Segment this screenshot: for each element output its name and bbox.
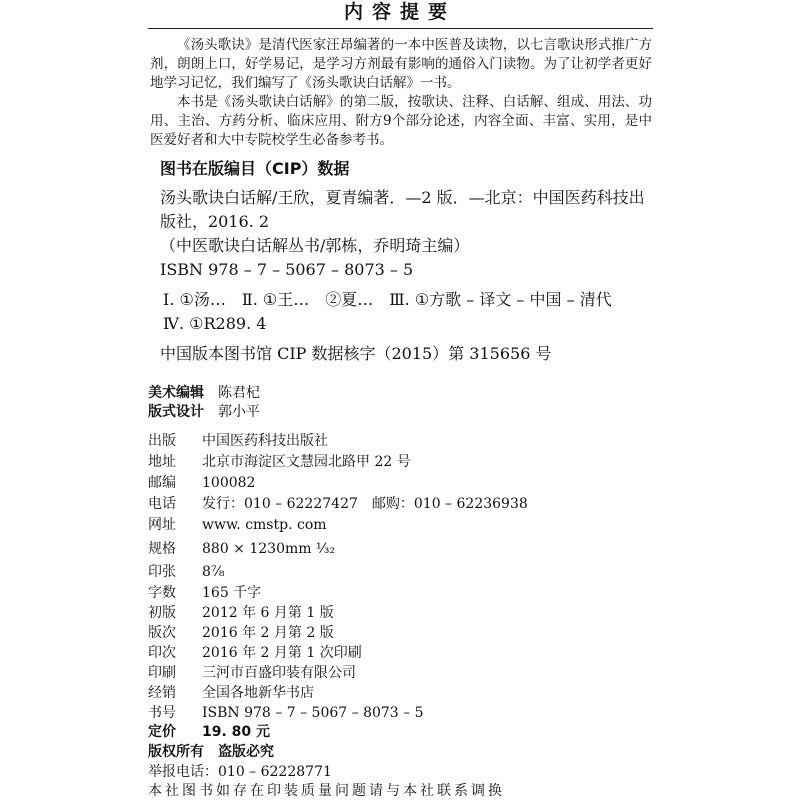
cip-bibliographic-line: 汤头歌诀白话解/王欣，夏青编著．—2 版．—北京：中国医药科技出版社，2016. 2 xyxy=(160,188,645,231)
detail-row xyxy=(148,432,328,450)
detail-value: 100082 xyxy=(202,475,256,491)
page-title: 内容提要 xyxy=(343,1,456,23)
detail-key: 网址 xyxy=(148,517,176,533)
detail-key: 印次 xyxy=(148,645,176,661)
credit-key: 版式设计 xyxy=(148,404,204,420)
detail-row xyxy=(148,624,334,642)
summary-paragraph-2: 本书是《汤头歌诀白话解》的第二版，按歌诀、注释、白话解、组成、用法、功用、主治、方药分析、临床应用、附方9个部分论述，内容全面、丰富、实用，是中医爱好者和大中专院校学生必备参考书。 xyxy=(150,94,652,148)
cip-isbn: ISBN 978 – 7 – 5067 – 8073 – 5 xyxy=(160,260,414,279)
detail-value: 8⁷⁄₈ xyxy=(202,564,225,580)
detail-value: 2016 年 2 月第 1 次印刷 xyxy=(202,645,362,661)
cip-heading: 图书在版编目（CIP）数据 xyxy=(160,159,350,178)
detail-row xyxy=(148,684,314,702)
detail-key: 印刷 xyxy=(148,665,176,681)
detail-value: 全国各地新华书店 xyxy=(202,685,314,701)
detail-value: 2016 年 2 月第 2 版 xyxy=(202,625,334,641)
detail-value: 中国医药科技出版社 xyxy=(202,433,328,449)
detail-row xyxy=(148,540,335,558)
detail-value: 三河市百盛印装有限公司 xyxy=(202,665,356,681)
price-row xyxy=(148,723,270,741)
credit-row-art-editor xyxy=(148,384,260,402)
detail-value: ISBN 978 – 7 – 5067 – 8073 – 5 xyxy=(202,705,424,721)
price-key: 定价 xyxy=(148,724,176,740)
credit-value: 陈君杞 xyxy=(218,385,260,401)
detail-row xyxy=(148,495,528,513)
detail-key: 出版 xyxy=(148,433,176,449)
detail-row xyxy=(148,644,362,662)
detail-key: 版次 xyxy=(148,625,176,641)
detail-key: 初版 xyxy=(148,605,176,621)
detail-key: 邮编 xyxy=(148,475,176,491)
detail-row xyxy=(148,563,224,581)
detail-key: 书号 xyxy=(148,705,176,721)
detail-row xyxy=(148,664,356,682)
report-phone: 举报电话：010 – 62228771 xyxy=(148,764,332,780)
detail-value: 北京市海淀区文慧园北路甲 22 号 xyxy=(202,454,411,470)
detail-value: 165 千字 xyxy=(202,585,262,601)
copyright-notice: 版权所有 盗版必究 xyxy=(148,744,274,760)
credit-row-layout-design xyxy=(148,403,260,421)
detail-key: 电话 xyxy=(148,496,176,512)
detail-row xyxy=(148,474,255,492)
cip-series-line: （中医歌诀白话解丛书/郭栋，乔明琦主编） xyxy=(160,236,470,255)
detail-key: 规格 xyxy=(148,541,176,557)
cip-verification: 中国版本图书馆 CIP 数据核字（2015）第 315656 号 xyxy=(160,344,552,363)
detail-value: 880 × 1230mm ¹⁄₃₂ xyxy=(202,541,336,557)
detail-value: 发行：010 – 62227427 邮购：010 – 62236938 xyxy=(202,496,528,512)
detail-row xyxy=(148,604,334,622)
price-value: 19. 80 元 xyxy=(202,724,271,740)
credit-key: 美术编辑 xyxy=(148,385,204,401)
cip-classification-2: Ⅳ. ①R289. 4 xyxy=(163,314,267,333)
detail-row xyxy=(148,453,411,471)
detail-row xyxy=(148,516,327,534)
detail-key: 经销 xyxy=(148,685,176,701)
detail-key: 字数 xyxy=(148,585,176,601)
cip-classification-1: Ⅰ. ①汤… Ⅱ. ①王… ②夏… Ⅲ. ①方歌 – 译文 – 中国 – 清代 xyxy=(163,290,612,309)
detail-row xyxy=(148,584,261,602)
detail-value: 2012 年 6 月第 1 版 xyxy=(202,605,334,621)
detail-row xyxy=(148,704,424,722)
detail-key: 印张 xyxy=(148,564,176,580)
detail-key: 地址 xyxy=(148,454,176,470)
quality-notice: 本社图书如存在印装质量问题请与本社联系调换 xyxy=(148,783,505,799)
title-rule xyxy=(148,28,653,29)
credit-value: 郭小平 xyxy=(218,404,260,420)
summary-paragraph-1: 《汤头歌诀》是清代医家汪昂编著的一本中医普及读物，以七言歌诀形式推广方剂，朗朗上口，好学易记，是学习方剂最有影响的通俗入门读物。为了让初学者更好地学习记忆，我们编写了《汤头歌诀白话解》一书。 xyxy=(150,37,652,91)
detail-value: www. cmstp. com xyxy=(202,517,327,533)
